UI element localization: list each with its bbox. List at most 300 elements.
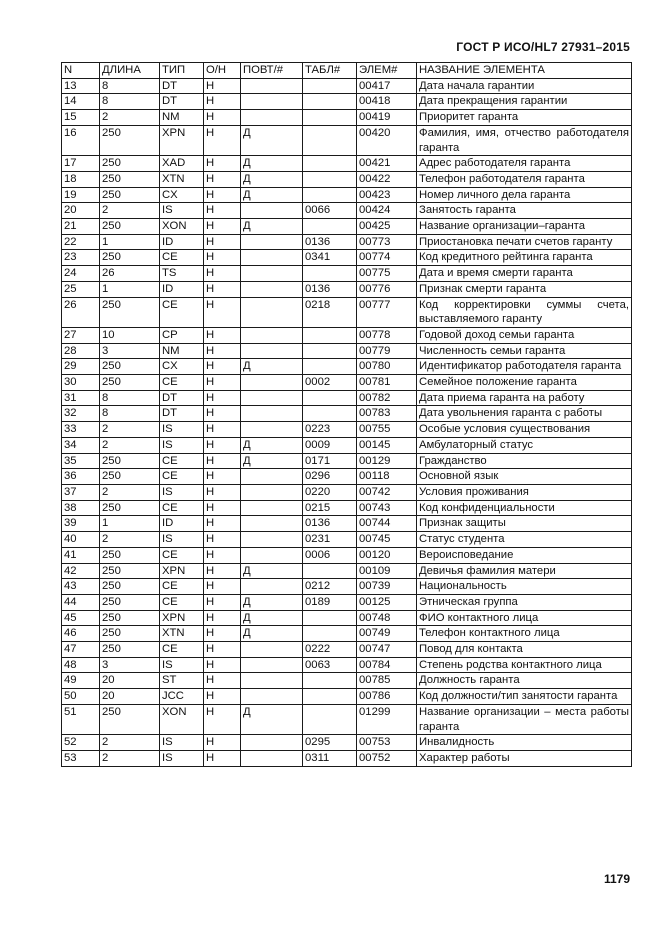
- cell-table: [303, 390, 357, 406]
- cell-optionality: Н: [204, 250, 241, 266]
- cell-element: 00778: [357, 327, 417, 343]
- cell-optionality: Н: [204, 219, 241, 235]
- cell-type: CE: [160, 547, 204, 563]
- cell-table: 0220: [303, 484, 357, 500]
- table-row: [62, 437, 632, 453]
- cell-n: 24: [62, 266, 100, 282]
- table-row: [62, 156, 632, 172]
- cell-optionality: Н: [204, 359, 241, 375]
- cell-n: 35: [62, 453, 100, 469]
- cell-type: CX: [160, 187, 204, 203]
- table-row: [62, 563, 632, 579]
- cell-length: 250: [100, 563, 160, 579]
- column-header-type: ТИП: [160, 63, 204, 79]
- cell-element-name: Код корректировки суммы счета, выставляемого гаранту: [417, 297, 632, 327]
- cell-n: 28: [62, 343, 100, 359]
- cell-element: 00422: [357, 171, 417, 187]
- cell-table: [303, 266, 357, 282]
- table-header-row: [62, 63, 632, 79]
- cell-optionality: Н: [204, 422, 241, 438]
- column-header-repeat: ПОВТ/#: [241, 63, 303, 79]
- cell-element: 00129: [357, 453, 417, 469]
- cell-n: 36: [62, 469, 100, 485]
- cell-type: CE: [160, 375, 204, 391]
- cell-table: 0009: [303, 437, 357, 453]
- cell-element: 00120: [357, 547, 417, 563]
- table-row: [62, 750, 632, 766]
- cell-element: 00421: [357, 156, 417, 172]
- cell-n: 18: [62, 171, 100, 187]
- cell-repeat: [241, 547, 303, 563]
- cell-type: CP: [160, 327, 204, 343]
- cell-type: NM: [160, 343, 204, 359]
- cell-element: 00748: [357, 610, 417, 626]
- cell-length: 2: [100, 532, 160, 548]
- cell-optionality: Н: [204, 437, 241, 453]
- cell-table: [303, 110, 357, 126]
- cell-optionality: Н: [204, 266, 241, 282]
- cell-length: 20: [100, 673, 160, 689]
- cell-element: 00118: [357, 469, 417, 485]
- cell-table: 0063: [303, 657, 357, 673]
- cell-repeat: Д: [241, 563, 303, 579]
- cell-type: CE: [160, 500, 204, 516]
- cell-table: [303, 626, 357, 642]
- table-row: [62, 125, 632, 155]
- cell-type: ID: [160, 234, 204, 250]
- cell-length: 250: [100, 125, 160, 155]
- cell-optionality: Н: [204, 657, 241, 673]
- cell-type: CE: [160, 453, 204, 469]
- cell-element: 00424: [357, 203, 417, 219]
- cell-table: [303, 94, 357, 110]
- cell-table: [303, 563, 357, 579]
- cell-optionality: Н: [204, 343, 241, 359]
- cell-repeat: [241, 110, 303, 126]
- cell-element-name: Приостановка печати счетов гаранту: [417, 234, 632, 250]
- cell-optionality: Н: [204, 94, 241, 110]
- cell-element: 00744: [357, 516, 417, 532]
- cell-type: DT: [160, 94, 204, 110]
- cell-type: XPN: [160, 125, 204, 155]
- cell-optionality: Н: [204, 610, 241, 626]
- table-body: [62, 78, 632, 766]
- cell-element-name: Занятость гаранта: [417, 203, 632, 219]
- table-row: [62, 500, 632, 516]
- cell-repeat: [241, 390, 303, 406]
- cell-length: 250: [100, 297, 160, 327]
- cell-element-name: Признак защиты: [417, 516, 632, 532]
- cell-type: IS: [160, 735, 204, 751]
- cell-type: XPN: [160, 610, 204, 626]
- cell-repeat: [241, 94, 303, 110]
- cell-n: 34: [62, 437, 100, 453]
- cell-type: NM: [160, 110, 204, 126]
- cell-element-name: Численность семьи гаранта: [417, 343, 632, 359]
- cell-table: 0171: [303, 453, 357, 469]
- table-row: [62, 171, 632, 187]
- cell-n: 19: [62, 187, 100, 203]
- cell-length: 2: [100, 422, 160, 438]
- cell-length: 10: [100, 327, 160, 343]
- table-row: [62, 375, 632, 391]
- cell-optionality: Н: [204, 125, 241, 155]
- table-row: [62, 484, 632, 500]
- table-row: [62, 297, 632, 327]
- cell-repeat: [241, 375, 303, 391]
- table-row: [62, 626, 632, 642]
- cell-element: 00752: [357, 750, 417, 766]
- cell-element-name: Амбулаторный статус: [417, 437, 632, 453]
- cell-length: 3: [100, 343, 160, 359]
- cell-optionality: Н: [204, 673, 241, 689]
- element-table: [61, 62, 632, 767]
- cell-optionality: Н: [204, 704, 241, 734]
- cell-repeat: Д: [241, 453, 303, 469]
- table-row: [62, 704, 632, 734]
- table-row: [62, 359, 632, 375]
- cell-optionality: Н: [204, 563, 241, 579]
- cell-repeat: [241, 203, 303, 219]
- cell-table: [303, 704, 357, 734]
- cell-table: [303, 219, 357, 235]
- cell-repeat: Д: [241, 187, 303, 203]
- cell-type: IS: [160, 484, 204, 500]
- cell-length: 8: [100, 94, 160, 110]
- cell-table: [303, 689, 357, 705]
- cell-n: 23: [62, 250, 100, 266]
- cell-element: 00779: [357, 343, 417, 359]
- cell-n: 17: [62, 156, 100, 172]
- cell-n: 42: [62, 563, 100, 579]
- cell-optionality: Н: [204, 110, 241, 126]
- cell-table: 0002: [303, 375, 357, 391]
- cell-type: XON: [160, 219, 204, 235]
- cell-table: 0215: [303, 500, 357, 516]
- cell-optionality: Н: [204, 626, 241, 642]
- cell-n: 16: [62, 125, 100, 155]
- cell-length: 250: [100, 171, 160, 187]
- cell-type: XTN: [160, 171, 204, 187]
- cell-element: 00423: [357, 187, 417, 203]
- cell-element-name: Вероисповедание: [417, 547, 632, 563]
- cell-n: 37: [62, 484, 100, 500]
- cell-n: 25: [62, 281, 100, 297]
- cell-repeat: [241, 579, 303, 595]
- cell-n: 45: [62, 610, 100, 626]
- cell-table: 0136: [303, 281, 357, 297]
- cell-optionality: Н: [204, 171, 241, 187]
- cell-element-name: Дата прекращения гарантии: [417, 94, 632, 110]
- cell-optionality: Н: [204, 547, 241, 563]
- cell-table: [303, 125, 357, 155]
- cell-optionality: Н: [204, 390, 241, 406]
- cell-element: 00743: [357, 500, 417, 516]
- cell-n: 40: [62, 532, 100, 548]
- cell-type: IS: [160, 437, 204, 453]
- cell-optionality: Н: [204, 281, 241, 297]
- table-row: [62, 406, 632, 422]
- cell-element: 00145: [357, 437, 417, 453]
- cell-element: 00776: [357, 281, 417, 297]
- cell-repeat: [241, 281, 303, 297]
- table-row: [62, 657, 632, 673]
- cell-element-name: Национальность: [417, 579, 632, 595]
- cell-repeat: [241, 469, 303, 485]
- cell-repeat: [241, 78, 303, 94]
- cell-length: 8: [100, 78, 160, 94]
- table-row: [62, 673, 632, 689]
- cell-n: 21: [62, 219, 100, 235]
- cell-n: 49: [62, 673, 100, 689]
- cell-type: CE: [160, 594, 204, 610]
- cell-length: 8: [100, 390, 160, 406]
- cell-element-name: Статус студента: [417, 532, 632, 548]
- cell-table: [303, 673, 357, 689]
- cell-element: 00777: [357, 297, 417, 327]
- table-row: [62, 110, 632, 126]
- cell-optionality: Н: [204, 375, 241, 391]
- cell-repeat: [241, 532, 303, 548]
- cell-element: 00417: [357, 78, 417, 94]
- cell-table: 0223: [303, 422, 357, 438]
- cell-element: 00420: [357, 125, 417, 155]
- cell-element-name: Фамилия, имя, отчество работодателя гаранта: [417, 125, 632, 155]
- cell-element-name: Повод для контакта: [417, 642, 632, 658]
- cell-length: 250: [100, 219, 160, 235]
- cell-element: 00785: [357, 673, 417, 689]
- cell-type: CE: [160, 642, 204, 658]
- cell-element: 00739: [357, 579, 417, 595]
- cell-element: 00775: [357, 266, 417, 282]
- table-row: [62, 219, 632, 235]
- cell-type: IS: [160, 750, 204, 766]
- cell-element: 00774: [357, 250, 417, 266]
- cell-repeat: [241, 735, 303, 751]
- cell-type: IS: [160, 532, 204, 548]
- table-row: [62, 250, 632, 266]
- cell-element: 00786: [357, 689, 417, 705]
- cell-optionality: Н: [204, 78, 241, 94]
- cell-element-name: Инвалидность: [417, 735, 632, 751]
- cell-table: [303, 171, 357, 187]
- cell-length: 250: [100, 469, 160, 485]
- page-number: 1179: [603, 872, 630, 886]
- cell-length: 250: [100, 156, 160, 172]
- table-row: [62, 547, 632, 563]
- cell-element: 00781: [357, 375, 417, 391]
- cell-repeat: Д: [241, 610, 303, 626]
- cell-element: 00419: [357, 110, 417, 126]
- cell-optionality: Н: [204, 453, 241, 469]
- cell-table: 0341: [303, 250, 357, 266]
- cell-optionality: Н: [204, 327, 241, 343]
- table-row: [62, 94, 632, 110]
- cell-optionality: Н: [204, 735, 241, 751]
- cell-n: 46: [62, 626, 100, 642]
- cell-length: 250: [100, 642, 160, 658]
- cell-repeat: [241, 750, 303, 766]
- cell-element-name: Дата приема гаранта на работу: [417, 390, 632, 406]
- cell-length: 1: [100, 281, 160, 297]
- cell-table: [303, 610, 357, 626]
- table-row: [62, 594, 632, 610]
- cell-element: 00782: [357, 390, 417, 406]
- cell-table: 0066: [303, 203, 357, 219]
- cell-n: 33: [62, 422, 100, 438]
- cell-element-name: Особые условия существования: [417, 422, 632, 438]
- table-row: [62, 281, 632, 297]
- cell-type: XAD: [160, 156, 204, 172]
- cell-element-name: Характер работы: [417, 750, 632, 766]
- cell-n: 32: [62, 406, 100, 422]
- cell-n: 31: [62, 390, 100, 406]
- table-row: [62, 689, 632, 705]
- table-row: [62, 735, 632, 751]
- cell-length: 250: [100, 375, 160, 391]
- cell-length: 1: [100, 516, 160, 532]
- table-row: [62, 266, 632, 282]
- cell-n: 38: [62, 500, 100, 516]
- cell-element: 00749: [357, 626, 417, 642]
- cell-length: 20: [100, 689, 160, 705]
- cell-element: 00418: [357, 94, 417, 110]
- cell-table: 0231: [303, 532, 357, 548]
- column-header-element-name: НАЗВАНИЕ ЭЛЕМЕНТА: [417, 63, 632, 79]
- cell-element-name: Годовой доход семьи гаранта: [417, 327, 632, 343]
- cell-optionality: Н: [204, 516, 241, 532]
- cell-element-name: Приоритет гаранта: [417, 110, 632, 126]
- cell-element-name: Телефон работодателя гаранта: [417, 171, 632, 187]
- cell-repeat: [241, 297, 303, 327]
- cell-repeat: Д: [241, 359, 303, 375]
- cell-length: 2: [100, 110, 160, 126]
- cell-table: 0136: [303, 234, 357, 250]
- cell-n: 47: [62, 642, 100, 658]
- cell-element: 00753: [357, 735, 417, 751]
- cell-type: IS: [160, 422, 204, 438]
- table-row: [62, 469, 632, 485]
- cell-optionality: Н: [204, 297, 241, 327]
- cell-type: JCC: [160, 689, 204, 705]
- column-header-element: ЭЛЕМ#: [357, 63, 417, 79]
- cell-type: XON: [160, 704, 204, 734]
- cell-length: 250: [100, 500, 160, 516]
- cell-type: DT: [160, 78, 204, 94]
- cell-length: 2: [100, 437, 160, 453]
- table-row: [62, 343, 632, 359]
- cell-length: 8: [100, 406, 160, 422]
- cell-table: [303, 359, 357, 375]
- cell-length: 1: [100, 234, 160, 250]
- cell-length: 2: [100, 203, 160, 219]
- cell-n: 43: [62, 579, 100, 595]
- cell-n: 50: [62, 689, 100, 705]
- cell-type: DT: [160, 390, 204, 406]
- cell-type: IS: [160, 657, 204, 673]
- cell-n: 44: [62, 594, 100, 610]
- cell-optionality: Н: [204, 469, 241, 485]
- cell-n: 15: [62, 110, 100, 126]
- cell-element-name: Степень родства контактного лица: [417, 657, 632, 673]
- cell-length: 250: [100, 250, 160, 266]
- cell-optionality: Н: [204, 579, 241, 595]
- column-header-n: N: [62, 63, 100, 79]
- cell-length: 250: [100, 626, 160, 642]
- table-row: [62, 532, 632, 548]
- cell-optionality: Н: [204, 750, 241, 766]
- cell-repeat: Д: [241, 125, 303, 155]
- cell-repeat: [241, 657, 303, 673]
- cell-table: [303, 327, 357, 343]
- cell-length: 2: [100, 484, 160, 500]
- cell-repeat: [241, 343, 303, 359]
- cell-type: XTN: [160, 626, 204, 642]
- cell-n: 53: [62, 750, 100, 766]
- cell-repeat: [241, 500, 303, 516]
- cell-n: 27: [62, 327, 100, 343]
- cell-n: 20: [62, 203, 100, 219]
- cell-element-name: Признак смерти гаранта: [417, 281, 632, 297]
- table-row: [62, 642, 632, 658]
- cell-optionality: Н: [204, 532, 241, 548]
- cell-n: 14: [62, 94, 100, 110]
- cell-repeat: [241, 673, 303, 689]
- cell-length: 2: [100, 750, 160, 766]
- cell-element: 00742: [357, 484, 417, 500]
- cell-type: CE: [160, 469, 204, 485]
- cell-repeat: [241, 422, 303, 438]
- table-row: [62, 390, 632, 406]
- cell-length: 250: [100, 594, 160, 610]
- cell-element: 00745: [357, 532, 417, 548]
- cell-optionality: Н: [204, 500, 241, 516]
- cell-table: 0212: [303, 579, 357, 595]
- cell-element-name: Этническая группа: [417, 594, 632, 610]
- table-row: [62, 453, 632, 469]
- cell-element: 01299: [357, 704, 417, 734]
- cell-element-name: Дата увольнения гаранта с работы: [417, 406, 632, 422]
- cell-type: CE: [160, 579, 204, 595]
- cell-table: 0222: [303, 642, 357, 658]
- cell-table: [303, 156, 357, 172]
- cell-type: DT: [160, 406, 204, 422]
- cell-element-name: Код кредитного рейтинга гаранта: [417, 250, 632, 266]
- cell-table: 0218: [303, 297, 357, 327]
- cell-repeat: Д: [241, 626, 303, 642]
- cell-n: 22: [62, 234, 100, 250]
- cell-n: 39: [62, 516, 100, 532]
- cell-table: 0006: [303, 547, 357, 563]
- table-row: [62, 234, 632, 250]
- cell-element-name: Название организации–гаранта: [417, 219, 632, 235]
- cell-element-name: Код конфиденциальности: [417, 500, 632, 516]
- cell-type: CE: [160, 250, 204, 266]
- cell-element-name: Адрес работодателя гаранта: [417, 156, 632, 172]
- cell-length: 250: [100, 610, 160, 626]
- cell-optionality: Н: [204, 484, 241, 500]
- cell-element-name: Должность гаранта: [417, 673, 632, 689]
- column-header-optionality: О/Н: [204, 63, 241, 79]
- cell-element: 00425: [357, 219, 417, 235]
- table-row: [62, 187, 632, 203]
- cell-element: 00747: [357, 642, 417, 658]
- document-header: ГОСТ Р ИСО/HL7 27931–2015: [456, 40, 630, 54]
- cell-repeat: [241, 327, 303, 343]
- cell-element-name: Номер личного дела гаранта: [417, 187, 632, 203]
- cell-repeat: [241, 406, 303, 422]
- cell-optionality: Н: [204, 406, 241, 422]
